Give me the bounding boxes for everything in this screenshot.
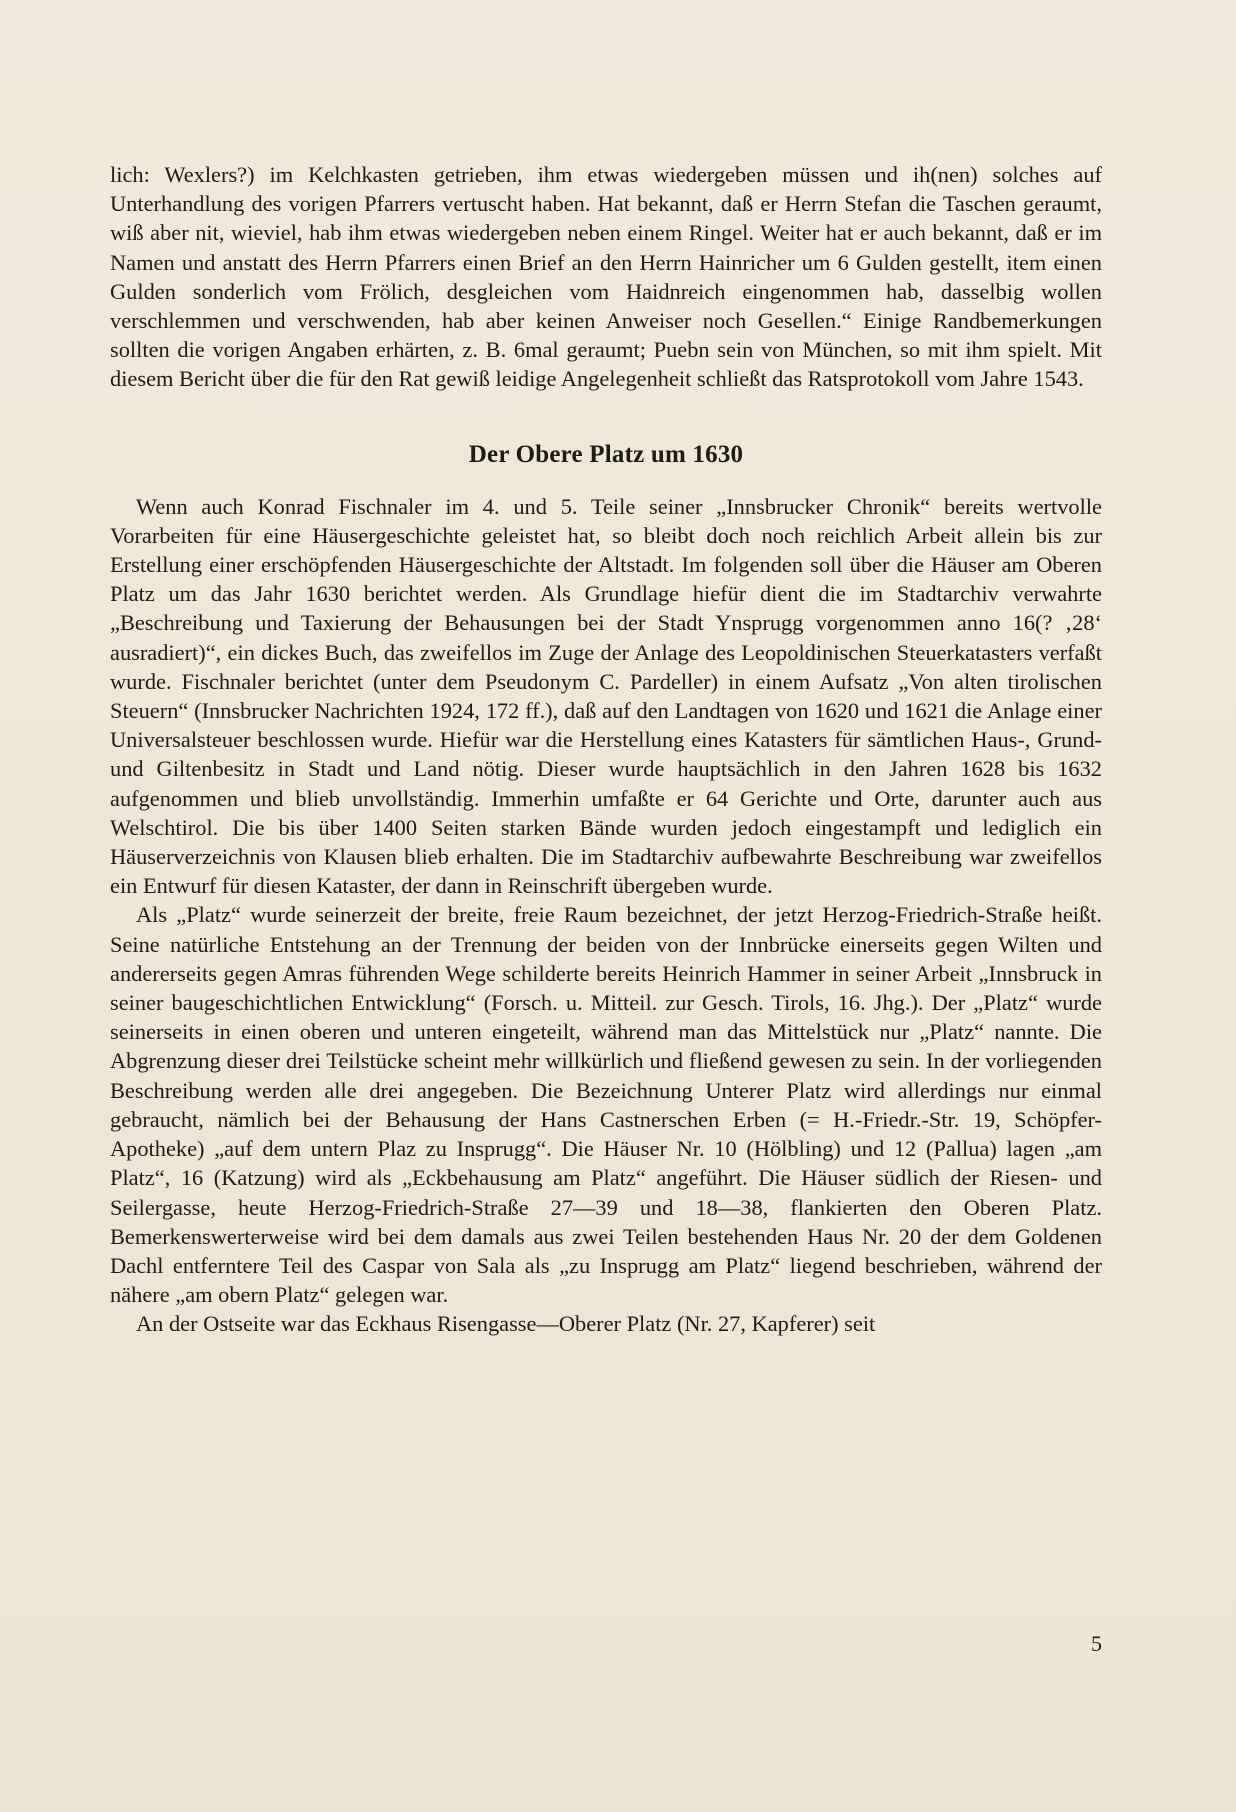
intro-paragraph: lich: Wexlers?) im Kelchkasten getrieben, ihm etwas wiedergeben müssen und ih(nen) solches auf Unterhandlung des vorigen Pfarrers vertuscht haben. Hat bekannt, daß er Herrn Stefan die Taschen geraumt, wiß aber nit, wieviel, hab ihm etwas wiedergeben neben einem Ringel. Weiter hat er auch bekannt, daß er im Namen und anstatt des Herrn Pfarrers einen Brief an den Herrn Hainricher um 6 Gulden gestellt, item einen Gulden sonderlich vom Frölich, desgleichen vom Haidnreich eingenommen hab, dasselbig wollen verschlemmen und verschwenden, hab aber keinen Anweiser noch Gesellen.“ Einige Randbemerkungen sollten die vorigen Angaben erhärten, z. B. 6mal geraumt; Puebn sein von München, so mit ihm spielt. Mit diesem Bericht über die für den Rat gewiß leidige Angelegenheit schließt das Ratsprotokoll vom Jahre 1543. bbox=[110, 162, 1102, 392]
section-paragraph-1: Wenn auch Konrad Fischnaler im 4. und 5. Teile seiner „Innsbrucker Chronik“ bereits wertvolle Vorarbeiten für eine Häusergeschichte geleistet hat, so bleibt doch noch reichlich Arbeit allein bis zur Erstellung einer erschöpfenden Häusergeschichte der Altstadt. Im folgenden soll über die Häuser am Oberen Platz um das Jahr 1630 berichtet werden. Als Grundlage hiefür dient die im Stadtarchiv verwahrte „Beschreibung und Taxierung der Behausungen bei der Stadt Ynsprugg vorgenommen anno 16(? ‚28‘ ausradiert)“, ein dickes Buch, das zweifellos im Zuge der Anlage des Leopoldinischen Steuerkatasters verfaßt wurde. Fischnaler berichtet (unter dem Pseudonym C. Pardeller) in einem Aufsatz „Von alten tirolischen Steuern“ (Innsbrucker Nachrichten 1924, 172 ff.), daß auf den Landtagen von 1620 und 1621 die Anlage einer Universalsteuer beschlossen wurde. Hiefür war die Herstellung eines Katasters für sämtlichen Haus-, Grund- und Giltenbesitz in Stadt und Land nötig. Dieser wurde hauptsächlich in den Jahren 1628 bis 1632 aufgenommen und blieb unvollständig. Immerhin umfaßte er 64 Gerichte und Orte, darunter auch aus Welschtirol. Die bis über 1400 Seiten starken Bände wurden jedoch eingestampft und lediglich ein Häuserverzeichnis von Klausen blieb erhalten. Die im Stadtarchiv aufbewahrte Beschreibung war zweifellos ein Entwurf für diesen Kataster, der dann in Reinschrift übergeben wurde. bbox=[110, 493, 1102, 899]
section-paragraph-2: Als „Platz“ wurde seinerzeit der breite, freie Raum bezeichnet, der jetzt Herzog-Friedrich-Straße heißt. Seine natürliche Entstehung an der Trennung der beiden von der Innbrücke einerseits gegen Wilten und andererseits gegen Amras führenden Wege schilderte bereits Heinrich Hammer in seiner Arbeit „Innsbruck in seiner baugeschichtlichen Entwicklung“ (Forsch. u. Mitteil. zur Gesch. Tirols, 16. Jhg.). Der „Platz“ wurde seinerseits in einen oberen und unteren eingeteilt, während man das Mittelstück nur „Platz“ nannte. Die Abgrenzung dieser drei Teilstücke scheint mehr willkürlich und fließend gewesen zu sein. In der vorliegenden Beschreibung werden alle drei angegeben. Die Bezeichnung Unterer Platz wird allerdings nur einmal gebraucht, nämlich bei der Behausung der Hans Castnerschen Erben (= H.-Friedr.-Str. 19, Schöpfer-Apotheke) „auf dem untern Plaz zu Insprugg“. Die Häuser Nr. 10 (Hölbling) und 12 (Pallua) lagen „am Platz“, 16 (Katzung) wird als „Eckbehausung am Platz“ angeführt. Die Häuser südlich der Riesen- und Seilergasse, heute Herzog-Friedrich-Straße 27—39 und 18—38, flankierten den Oberen Platz. Bemerkenswerterweise wird bei dem damals aus zwei Teilen bestehenden Haus Nr. 20 der dem Goldenen Dachl entferntere Teil des Caspar von Sala als „zu Insprugg am Platz“ liegend beschrieben, während der nähere „am obern Platz“ gelegen war. bbox=[110, 902, 1102, 1308]
page-content bbox=[110, 160, 1102, 1339]
page-number: 5 bbox=[1091, 1631, 1102, 1656]
section-paragraph-3: An der Ostseite war das Eckhaus Risengasse—Oberer Platz (Nr. 27, Kapferer) seit bbox=[136, 1311, 876, 1337]
section-heading: Der Obere Platz um 1630 bbox=[468, 440, 744, 468]
